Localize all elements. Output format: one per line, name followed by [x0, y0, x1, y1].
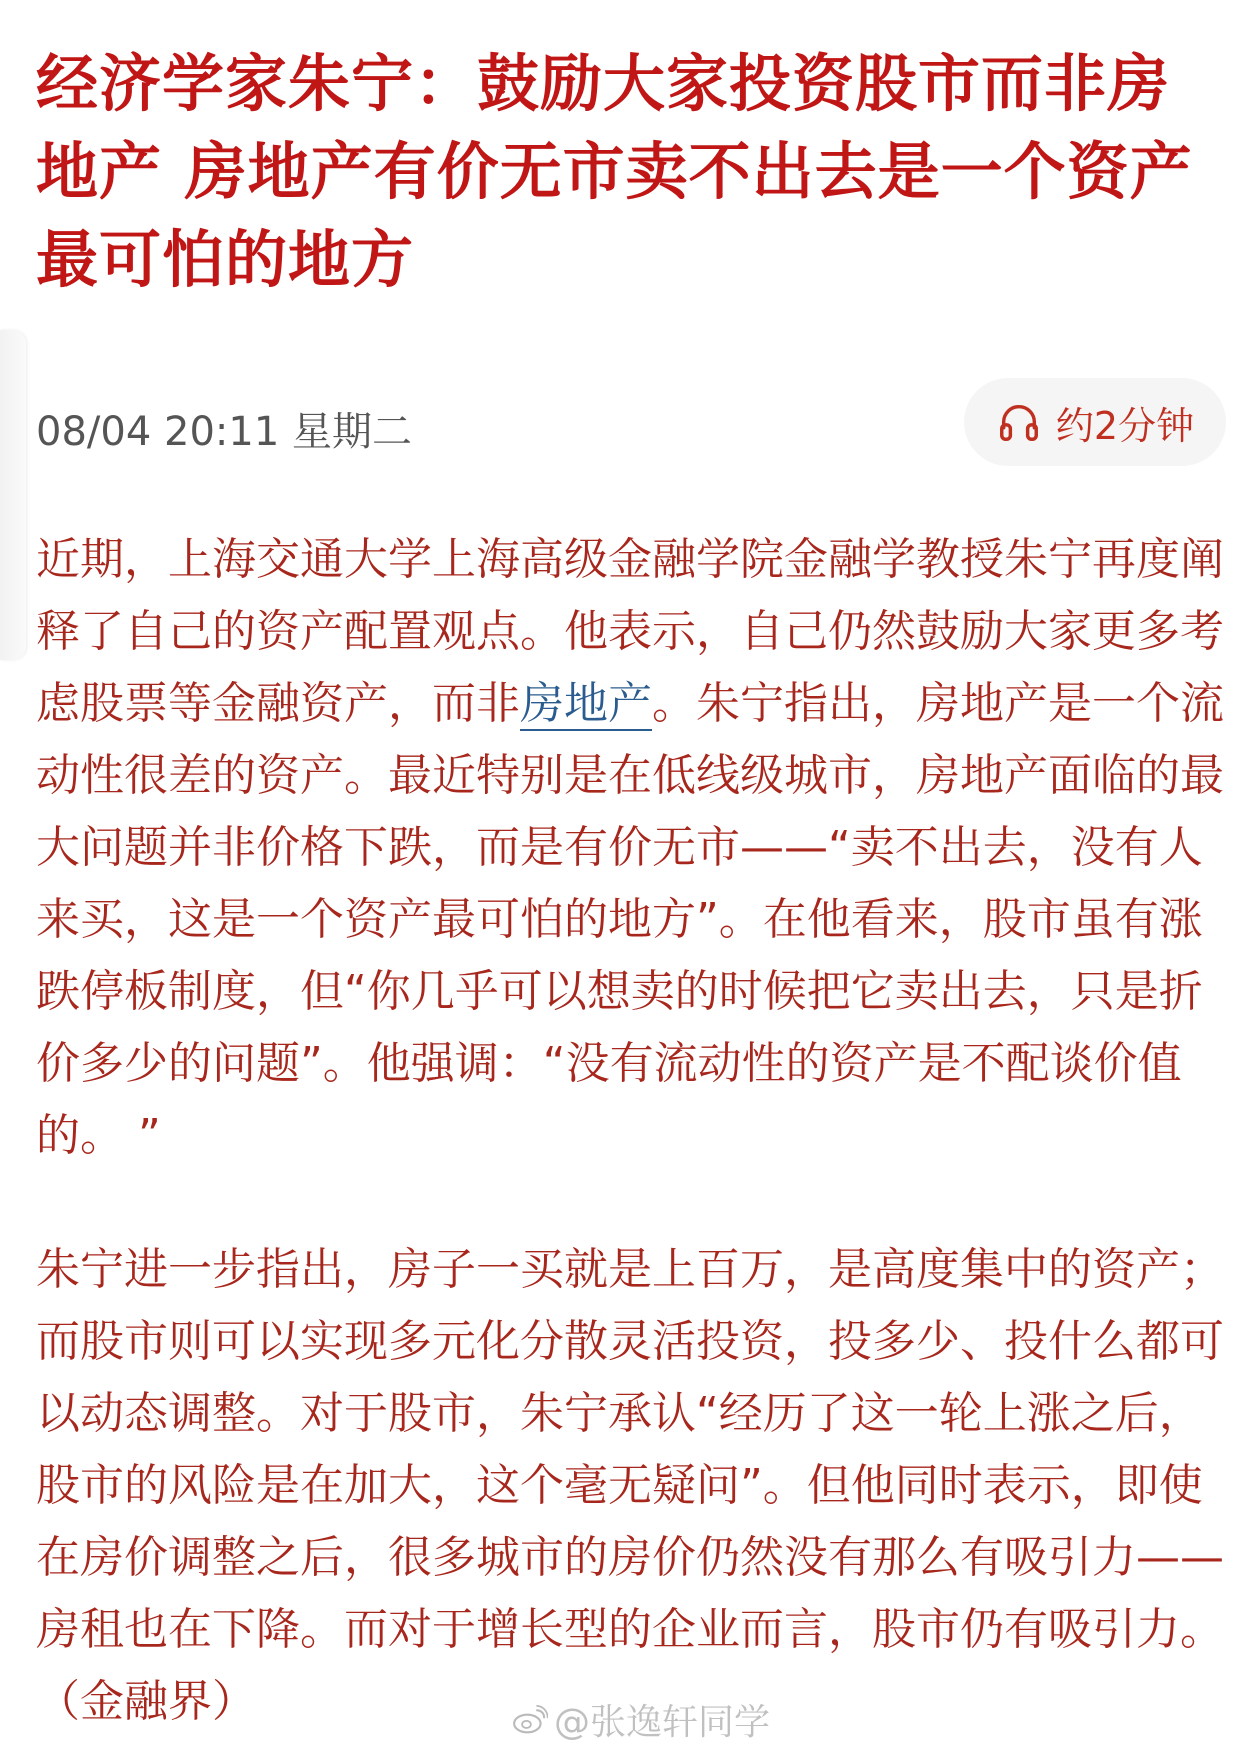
article-paragraph-2: 朱宁进一步指出，房子一买就是上百万，是高度集中的资产；而股市则可以实现多元化分散灵活投资，投多少、投什么都可以动态调整。对于股市，朱宁承认“经历了这一轮上涨之后，股市的风险是在加大，这个毫无疑问”。但他同时表示，即使在房价调整之后，很多城市的房价仍然没有那么有吸引力——房租也在下降。而对于增长型的企业而言，股市仍有吸引力。（金融界） [36, 1244, 1224, 1727]
watermark [512, 1694, 770, 1745]
scroll-edge-handle[interactable] [0, 330, 26, 660]
article-paragraph-1 [36, 524, 1236, 1172]
watermark-text: @张逸轩同学 [554, 1702, 771, 1743]
publish-date: 08/04 20:11 星期二 [36, 409, 412, 455]
paragraph-1-text-b: 。朱宁指出，房地产是一个流动性很差的资产。最近特别是在低线级城市，房地产面临的最大问题并非价格下跌，而是有价无市——“卖不出去，没有人来买，这是一个资产最可怕的地方”。在他看来，股市虽有涨跌停板制度，但“你几乎可以想卖的时候把它卖出去，只是折价多少的问题”。他强调：“没有流动性的资产是不配谈价值的。 ” [36, 678, 1224, 1161]
real-estate-link[interactable]: 房地产 [520, 678, 652, 729]
article-meta [36, 378, 1226, 468]
listen-duration: 约2分钟 [1055, 403, 1195, 448]
paragraph-1-text-a: 近期，上海交通大学上海高级金融学院金融学教授朱宁再度阐释了自己的资产配置观点。他表示，自己仍然鼓励大家更多考虑股票等金融资产，而非 [36, 534, 1224, 729]
weibo-logo-icon [512, 1705, 548, 1735]
headphones-icon [996, 399, 1042, 445]
listen-button[interactable] [964, 378, 1226, 466]
article-title: 经济学家朱宁：鼓励大家投资股市而非房地产 房地产有价无市卖不出去是一个资产最可怕的地方 [36, 47, 1193, 296]
